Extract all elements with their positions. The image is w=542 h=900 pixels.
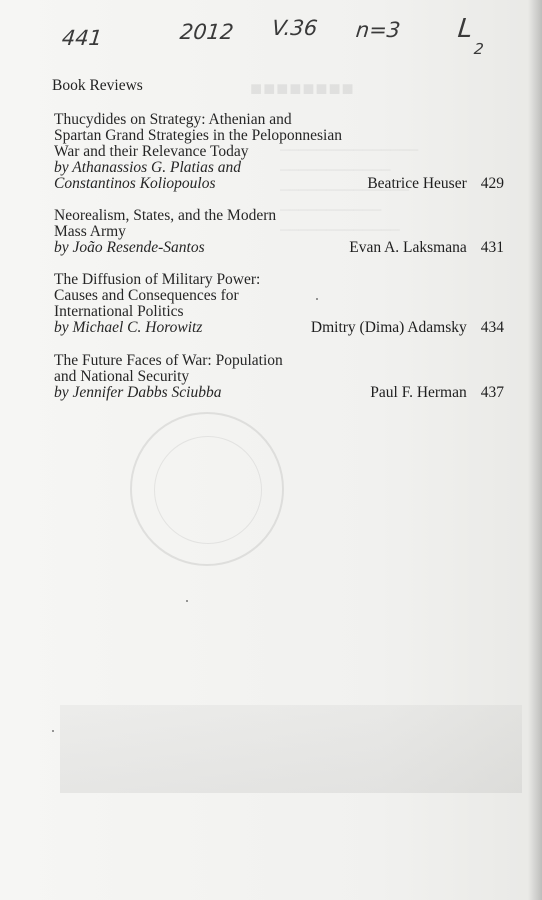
section-title: Book Reviews <box>52 77 143 94</box>
reviewer-name: Dmitry (Dima) Adamsky <box>310 319 467 336</box>
speck <box>316 298 318 300</box>
book-title-line: and National Security <box>54 368 190 385</box>
bleed-through-lines: ─────────────── ──────────── ────────────── ─────────── ───────────── <box>280 142 419 237</box>
page-number: 431 <box>480 239 504 256</box>
review-entry <box>54 112 504 192</box>
book-title-line: Mass Army <box>54 223 126 240</box>
book-title-line: Spartan Grand Strategies in the Peloponnesian <box>54 127 342 144</box>
reviewer-name: Beatrice Heuser <box>367 175 467 192</box>
bleed-through-heading: ■■■■■■■■ <box>250 78 355 100</box>
book-title-line: Causes and Consequences for <box>54 287 239 304</box>
book-author-line: Constantinos Koliopoulos <box>54 175 216 192</box>
review-entry <box>54 353 504 401</box>
reviewer-and-page <box>311 320 504 336</box>
reviewer-and-page <box>349 240 504 256</box>
handwritten-number: 441 <box>60 26 104 50</box>
page-number: 434 <box>480 319 504 336</box>
book-title-line: The Diffusion of Military Power: <box>54 271 261 288</box>
book-author-line: by Jennifer Dabbs Sciubba <box>54 384 222 401</box>
review-entry <box>54 272 504 336</box>
review-entry <box>54 208 504 256</box>
book-title-line: The Future Faces of War: Population <box>54 352 283 369</box>
book-author-line: by Athanassios G. Platias and <box>54 159 242 176</box>
reviewer-and-page <box>367 176 504 192</box>
book-title-line: Neorealism, States, and the Modern <box>54 207 277 224</box>
book-author-line: by Michael C. Horowitz <box>54 319 203 336</box>
reviewer-name: Evan A. Laksmana <box>349 239 467 256</box>
speck <box>186 600 188 602</box>
handwritten-digit: 2 <box>473 40 485 58</box>
reviewer-and-page <box>370 385 504 401</box>
speck <box>52 730 54 732</box>
page-number: 429 <box>480 175 504 192</box>
book-title-line: International Politics <box>54 303 184 320</box>
book-author-line: by João Resende-Santos <box>54 239 205 256</box>
page-number: 437 <box>480 384 504 401</box>
book-title-line: Thucydides on Strategy: Athenian and <box>54 111 292 128</box>
page-edge-shadow <box>528 0 542 900</box>
handwritten-annotations <box>0 12 542 72</box>
library-stamp-bleed <box>130 412 284 566</box>
handwritten-volume: V.36 <box>270 16 319 40</box>
book-title-line: War and their Relevance Today <box>54 143 249 160</box>
handwritten-letter: L <box>456 14 475 44</box>
bleed-through-block <box>60 705 522 793</box>
handwritten-year: 2012 <box>178 20 235 44</box>
reviewer-name: Paul F. Herman <box>370 384 467 401</box>
handwritten-issue: n=3 <box>354 18 402 42</box>
